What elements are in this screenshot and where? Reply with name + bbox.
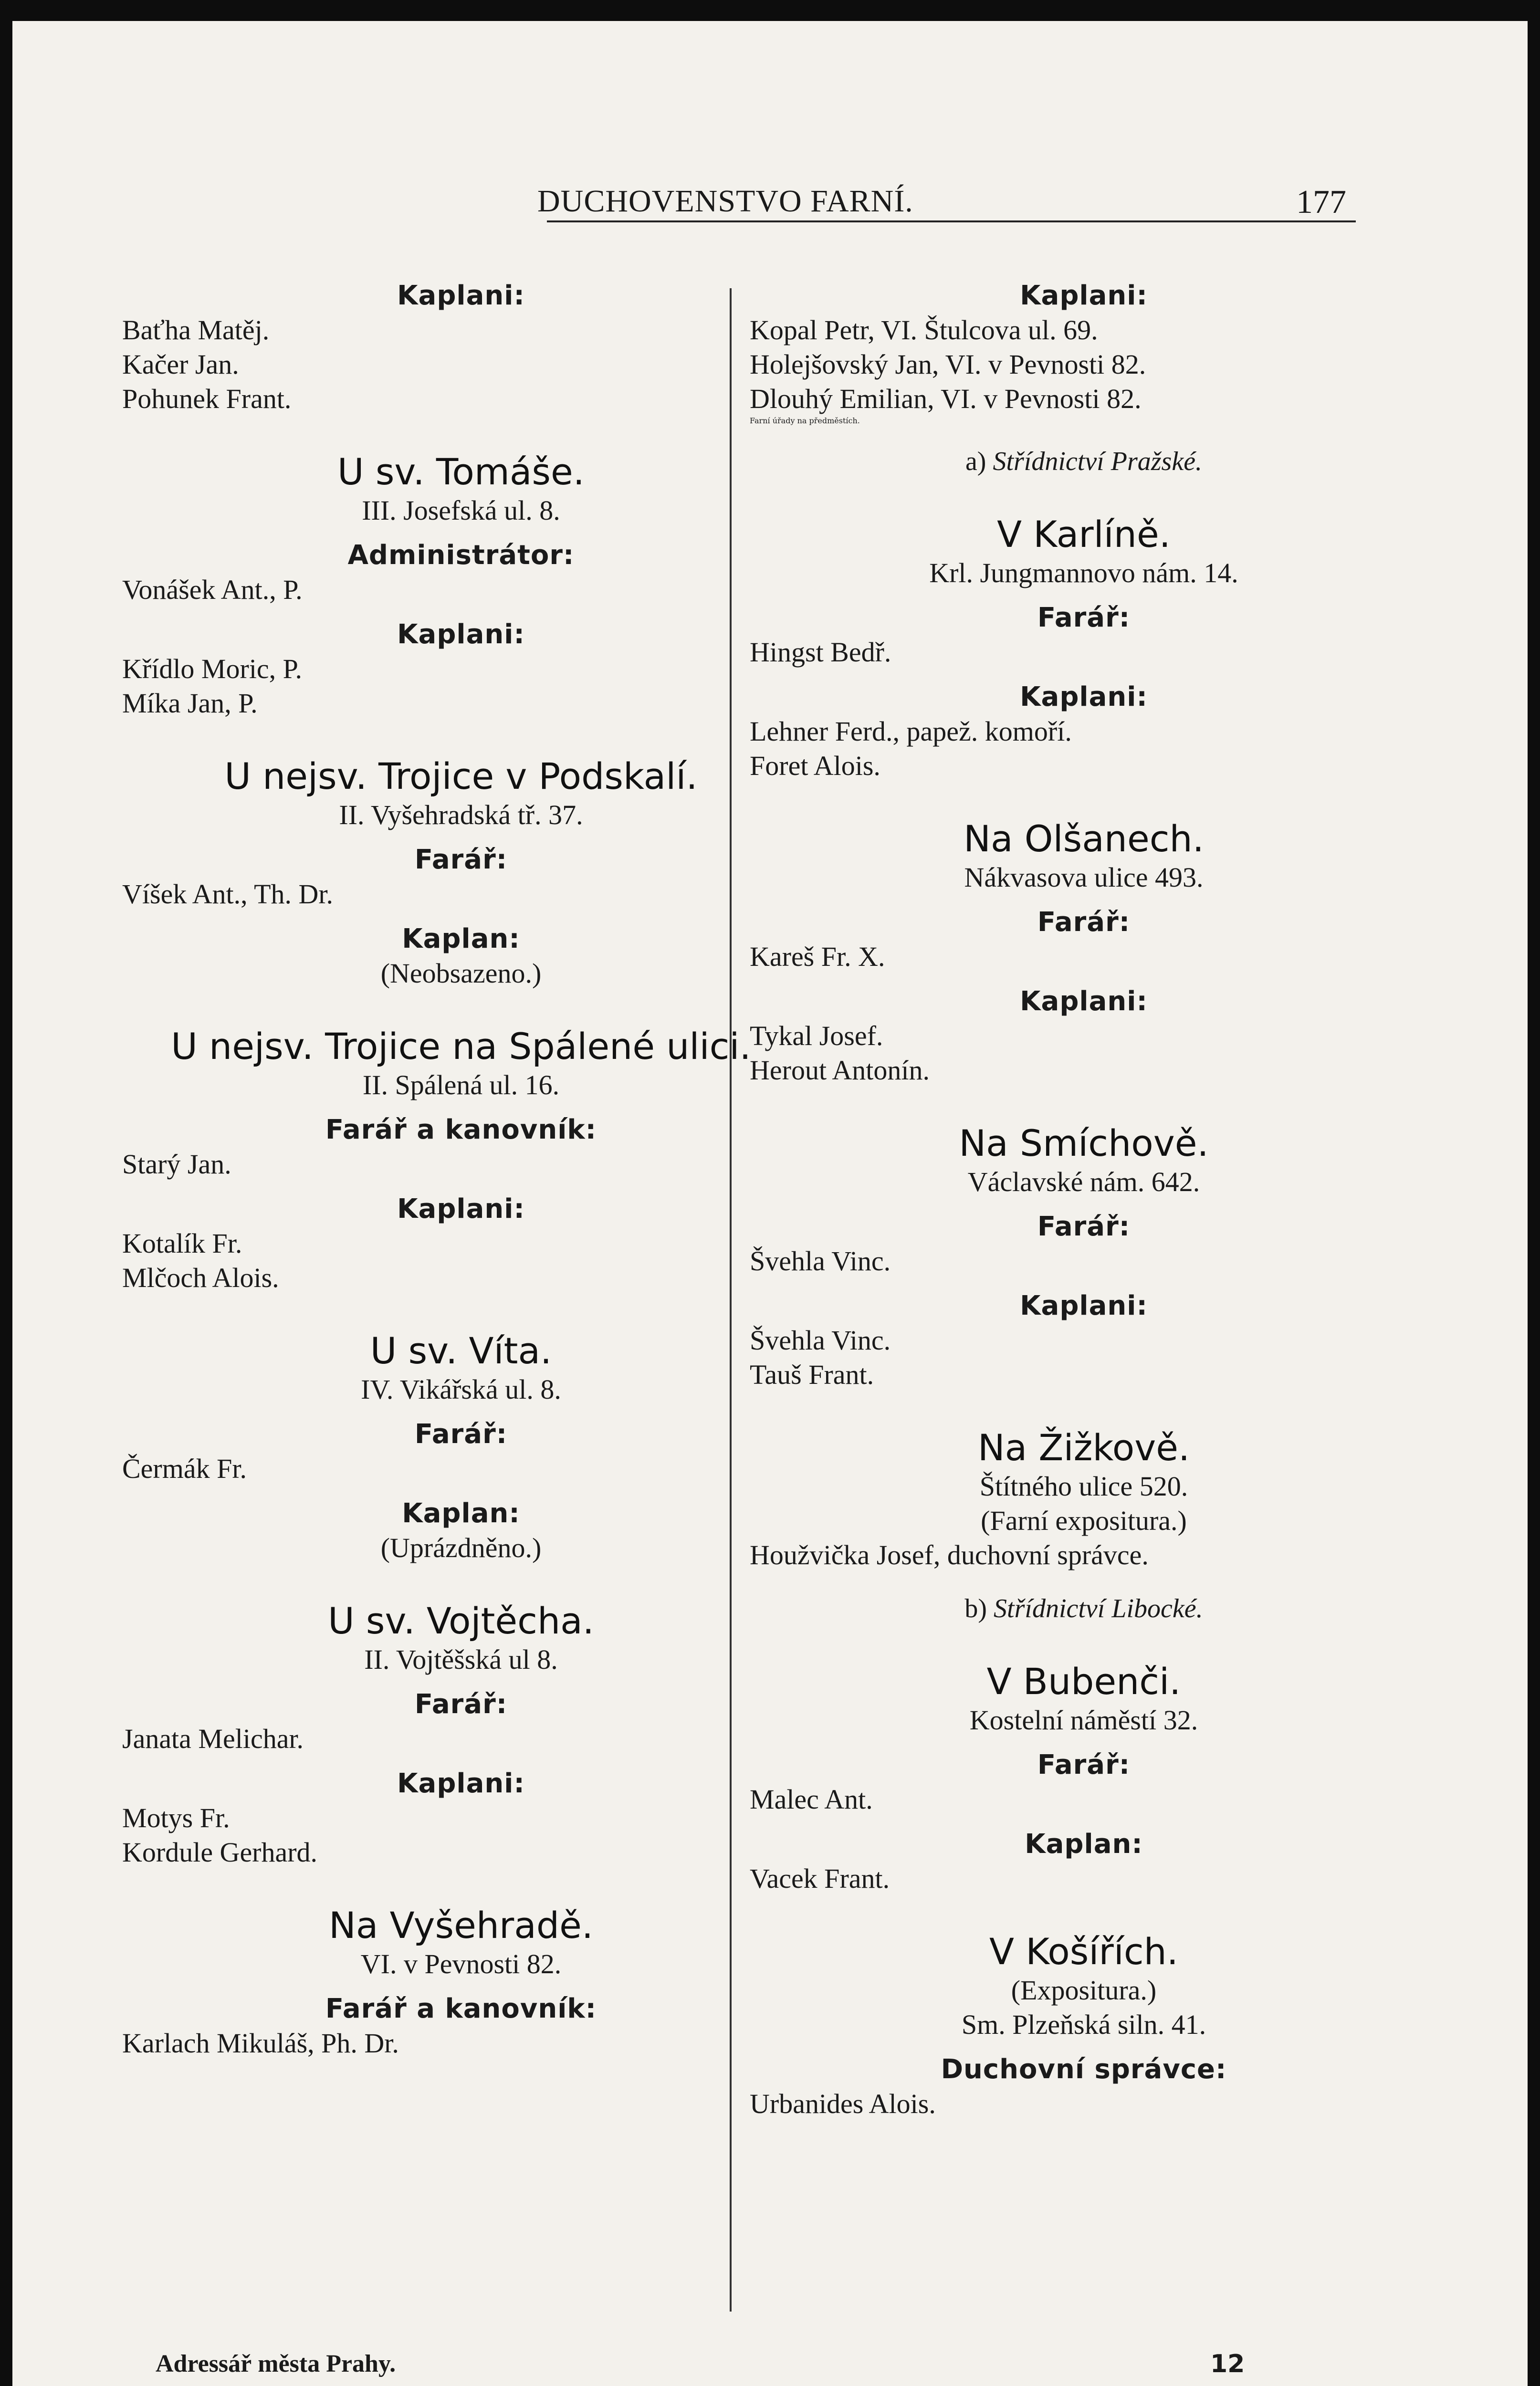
page-number: 177 — [1296, 184, 1346, 220]
parish-heading: U nejsv. Trojice v Podskalí. — [224, 755, 698, 797]
role-heading: Kaplani: — [1020, 986, 1148, 1017]
name-entry: Houžvička Josef, duchovní správce. — [750, 1539, 1149, 1570]
name-entry: Dlouhý Emilian, VI. v Pevnosti 82. — [750, 383, 1142, 414]
parish-heading: Na Žižkově. — [977, 1426, 1190, 1469]
role-heading: Administrátor: — [347, 540, 575, 571]
name-entry: Starý Jan. — [122, 1149, 231, 1180]
role-heading: Kaplan: — [402, 923, 520, 954]
parish-address: Václavské nám. 642. — [967, 1166, 1200, 1197]
role-heading: Kaplani: — [397, 280, 525, 311]
name-entry: Holejšovský Jan, VI. v Pevnosti 82. — [750, 349, 1146, 380]
name-entry: Janata Melichar. — [122, 1723, 304, 1754]
name-entry: Víšek Ant., Th. Dr. — [122, 879, 333, 910]
role-heading: Kaplani: — [1020, 681, 1148, 712]
parish-address: II. Vyšehradská tř. 37. — [339, 799, 583, 830]
name-entry: Malec Ant. — [750, 1784, 873, 1815]
role-heading: Farář: — [1037, 602, 1131, 633]
role-heading: Kaplan: — [402, 1498, 520, 1529]
page-header-title: DUCHOVENSTVO FARNÍ. — [537, 184, 913, 219]
name-entry: Lehner Ferd., papež. komoří. — [750, 716, 1072, 747]
parish-heading: U sv. Víta. — [370, 1329, 552, 1372]
note-text: (Expositura.) — [1011, 1975, 1157, 2006]
parish-heading: Na Olšanech. — [964, 817, 1204, 860]
footer-publication: Adressář města Prahy. — [156, 2350, 396, 2377]
role-heading: Farář: — [414, 1419, 508, 1450]
parish-heading: Na Smíchově. — [959, 1122, 1209, 1164]
role-heading: Farář: — [1037, 1211, 1131, 1242]
name-entry: Tauš Frant. — [750, 1359, 874, 1390]
parish-heading: V Bubenči. — [986, 1660, 1181, 1703]
parish-address: Kostelní náměstí 32. — [969, 1705, 1198, 1736]
subsection-title — [750, 444, 1418, 479]
name-entry: Kordule Gerhard. — [122, 1837, 318, 1868]
name-entry: Mlčoch Alois. — [122, 1262, 279, 1293]
parish-address: VI. v Pevnosti 82. — [360, 1948, 562, 1979]
parish-address: Štítného ulice 520. — [979, 1471, 1188, 1502]
name-entry: Baťha Matěj. — [122, 314, 270, 345]
parish-address: III. Josefská ul. 8. — [362, 495, 560, 526]
role-heading: Kaplan: — [1025, 1829, 1143, 1860]
subsection-name: Střídnictví Pražské. — [993, 447, 1203, 476]
parish-address: II. Vojtěšská ul 8. — [364, 1644, 558, 1675]
name-entry: Pohunek Frant. — [122, 383, 292, 414]
role-heading: Farář: — [1037, 1749, 1131, 1780]
right-column — [750, 279, 1418, 2121]
parish-heading: V Karlíně. — [997, 513, 1171, 555]
name-entry: Vonášek Ant., P. — [122, 574, 303, 605]
name-entry: Tykal Josef. — [750, 1020, 883, 1051]
role-heading: Farář: — [414, 1689, 508, 1720]
name-entry: Míka Jan, P. — [122, 688, 258, 719]
parish-address: Krl. Jungmannovo nám. 14. — [929, 557, 1238, 588]
subsection-prefix: a) — [965, 447, 986, 476]
header-rule — [547, 220, 1356, 222]
parish-heading: U sv. Vojtěcha. — [328, 1600, 594, 1642]
role-heading: Kaplani: — [397, 1193, 525, 1224]
parish-heading: V Košířích. — [989, 1930, 1178, 1973]
section-title: Farní úřady na předměstích. — [750, 416, 860, 425]
parish-address: II. Spálená ul. 16. — [362, 1069, 560, 1100]
name-entry: Kačer Jan. — [122, 349, 239, 380]
parish-heading: Na Vyšehradě. — [328, 1904, 593, 1946]
role-heading: Kaplani: — [1020, 1290, 1148, 1321]
page — [12, 21, 1528, 2386]
note-text: (Uprázdněno.) — [380, 1532, 542, 1563]
left-column — [122, 279, 800, 2061]
note-text: (Farní expositura.) — [981, 1505, 1187, 1536]
role-heading: Kaplani: — [397, 619, 525, 650]
role-heading: Duchovní správce: — [941, 2054, 1227, 2085]
role-heading: Farář a kanovník: — [325, 1993, 597, 2024]
role-heading: Farář a kanovník: — [325, 1114, 597, 1145]
name-entry: Kopal Petr, VI. Štulcova ul. 69. — [750, 314, 1098, 345]
role-heading: Farář: — [1037, 907, 1131, 938]
name-entry: Hingst Bedř. — [750, 637, 891, 668]
name-entry: Švehla Vinc. — [750, 1245, 891, 1277]
name-entry: Křídlo Moric, P. — [122, 653, 302, 684]
parish-address: Sm. Plzeňská siln. 41. — [961, 2009, 1206, 2040]
name-entry: Kotalík Fr. — [122, 1228, 242, 1259]
parish-address: IV. Vikářská ul. 8. — [361, 1374, 561, 1405]
footer-signature-mark: 12 — [1210, 2350, 1245, 2378]
subsection-prefix: b) — [964, 1594, 987, 1623]
role-heading: Kaplani: — [397, 1768, 525, 1799]
role-heading: Kaplani: — [1020, 280, 1148, 311]
name-entry: Foret Alois. — [750, 750, 880, 781]
name-entry: Karlach Mikuláš, Ph. Dr. — [122, 2028, 399, 2059]
parish-heading: U nejsv. Trojice na Spálené ulici. — [171, 1025, 751, 1067]
subsection-name: Střídnictví Libocké. — [994, 1594, 1203, 1623]
note-text: (Neobsazeno.) — [380, 958, 542, 989]
role-heading: Farář: — [414, 844, 508, 875]
parish-address: Nákvasova ulice 493. — [964, 862, 1204, 893]
parish-heading: U sv. Tomáše. — [337, 450, 585, 493]
name-entry: Urbanides Alois. — [750, 2088, 936, 2119]
name-entry: Vacek Frant. — [750, 1863, 890, 1894]
subsection-title — [750, 1591, 1418, 1626]
name-entry: Kareš Fr. X. — [750, 941, 885, 972]
name-entry: Švehla Vinc. — [750, 1325, 891, 1356]
name-entry: Herout Antonín. — [750, 1055, 930, 1086]
name-entry: Čermák Fr. — [122, 1453, 247, 1484]
name-entry: Motys Fr. — [122, 1802, 230, 1833]
